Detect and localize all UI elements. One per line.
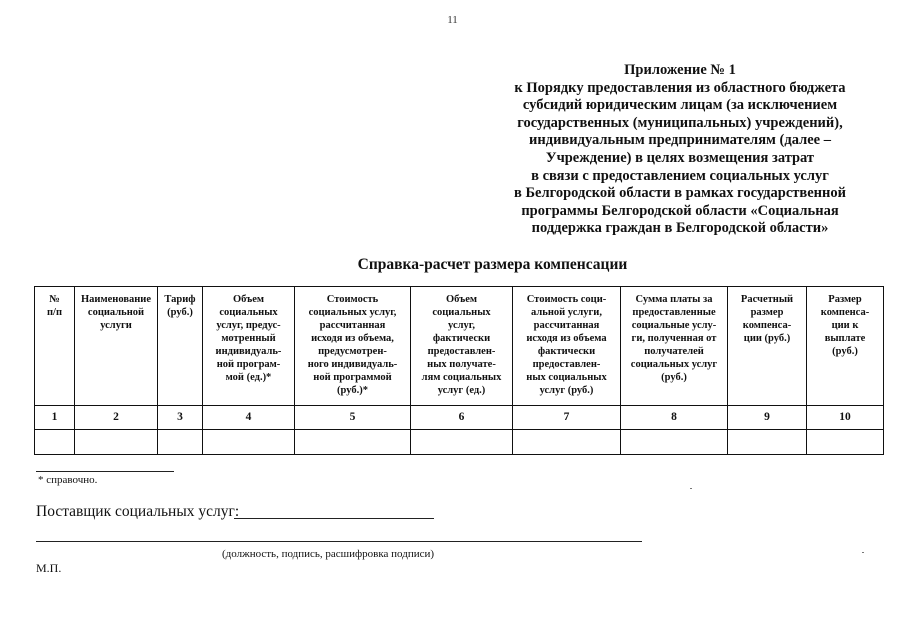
appendix-line: к Порядку предоставления из областного бюджета xyxy=(514,79,846,96)
stamp-label: М.П. xyxy=(36,561,62,575)
appendix-title: Приложение № 1 xyxy=(624,62,736,78)
header-cell: Стоимость соци- альной услуги, рассчитанная исходя из объема фактически предоставлен- ных социальных услуг (руб.) xyxy=(513,287,621,406)
header-cell: Объем социальных услуг, предус- мотренный индивидуаль- ной програм- мой (ед.)* xyxy=(203,287,295,406)
empty-cell xyxy=(35,430,75,455)
empty-cell xyxy=(513,430,621,455)
header-cell: Сумма платы за предоставленные социальные услу- ги, полученная от получателей социальных услуг (руб.) xyxy=(621,287,728,406)
header-cell: Тариф (руб.) xyxy=(158,287,203,406)
appendix-line: индивидуальным предпринимателям (далее – xyxy=(529,132,831,149)
empty-cell xyxy=(807,430,884,455)
column-number-cell: 10 xyxy=(807,406,884,430)
header-cell: Наименование социальной услуги xyxy=(75,287,158,406)
column-number-cell: 6 xyxy=(411,406,513,430)
appendix-line: субсидий юридическим лицам (за исключением xyxy=(522,97,838,114)
footnote-rule xyxy=(36,471,174,472)
column-number-cell: 5 xyxy=(295,406,411,430)
empty-cell xyxy=(295,430,411,455)
empty-cell xyxy=(203,430,295,455)
document-title: Справка-расчет размера компенсации xyxy=(357,256,628,273)
compensation-table xyxy=(34,286,884,455)
empty-cell xyxy=(621,430,728,455)
appendix-line: в Белгородской области в рамках государственной xyxy=(514,185,846,202)
supplier-label: Поставщик социальных услуг: xyxy=(36,503,240,520)
appendix-line: государственных (муниципальных) учреждений), xyxy=(517,114,843,131)
scan-speck xyxy=(690,488,692,489)
column-number-cell: 7 xyxy=(513,406,621,430)
signature-line xyxy=(36,541,642,542)
column-number-cell: 8 xyxy=(621,406,728,430)
column-number-cell: 9 xyxy=(728,406,807,430)
header-cell: Объем социальных услуг, фактически предоставлен- ных получате- лям социальных услуг (ед.) xyxy=(411,287,513,406)
appendix-header xyxy=(480,62,880,238)
empty-cell xyxy=(411,430,513,455)
appendix-line: поддержка граждан в Белгородской области» xyxy=(531,220,829,237)
header-cell: Расчетный размер компенса- ции (руб.) xyxy=(728,287,807,406)
empty-cell xyxy=(728,430,807,455)
appendix-lines xyxy=(480,80,880,238)
table-empty-row xyxy=(35,430,884,455)
table-number-row xyxy=(35,406,884,430)
header-cell: № п/п xyxy=(35,287,75,406)
empty-cell xyxy=(75,430,158,455)
appendix-line: Учреждение) в целях возмещения затрат xyxy=(545,149,815,166)
scan-speck xyxy=(862,552,864,553)
column-number-cell: 3 xyxy=(158,406,203,430)
page-number: 11 xyxy=(447,14,458,26)
column-number-cell: 1 xyxy=(35,406,75,430)
header-cell: Стоимость социальных услуг, рассчитанная исходя из объема, предусмотрен- ного индивидуаль- ной программой (руб.)* xyxy=(295,287,411,406)
signature-caption: (должность, подпись, расшифровка подписи) xyxy=(222,548,435,560)
appendix-line: программы Белгородской области «Социальная xyxy=(521,202,839,219)
appendix-line: в связи с предоставлением социальных услуг xyxy=(531,167,829,184)
footnote: * справочно. xyxy=(38,474,98,486)
supplier-signature-line xyxy=(234,518,434,519)
header-cell: Размер компенса- ции к выплате (руб.) xyxy=(807,287,884,406)
empty-cell xyxy=(158,430,203,455)
column-number-cell: 2 xyxy=(75,406,158,430)
column-number-cell: 4 xyxy=(203,406,295,430)
table-header-row xyxy=(35,287,884,406)
